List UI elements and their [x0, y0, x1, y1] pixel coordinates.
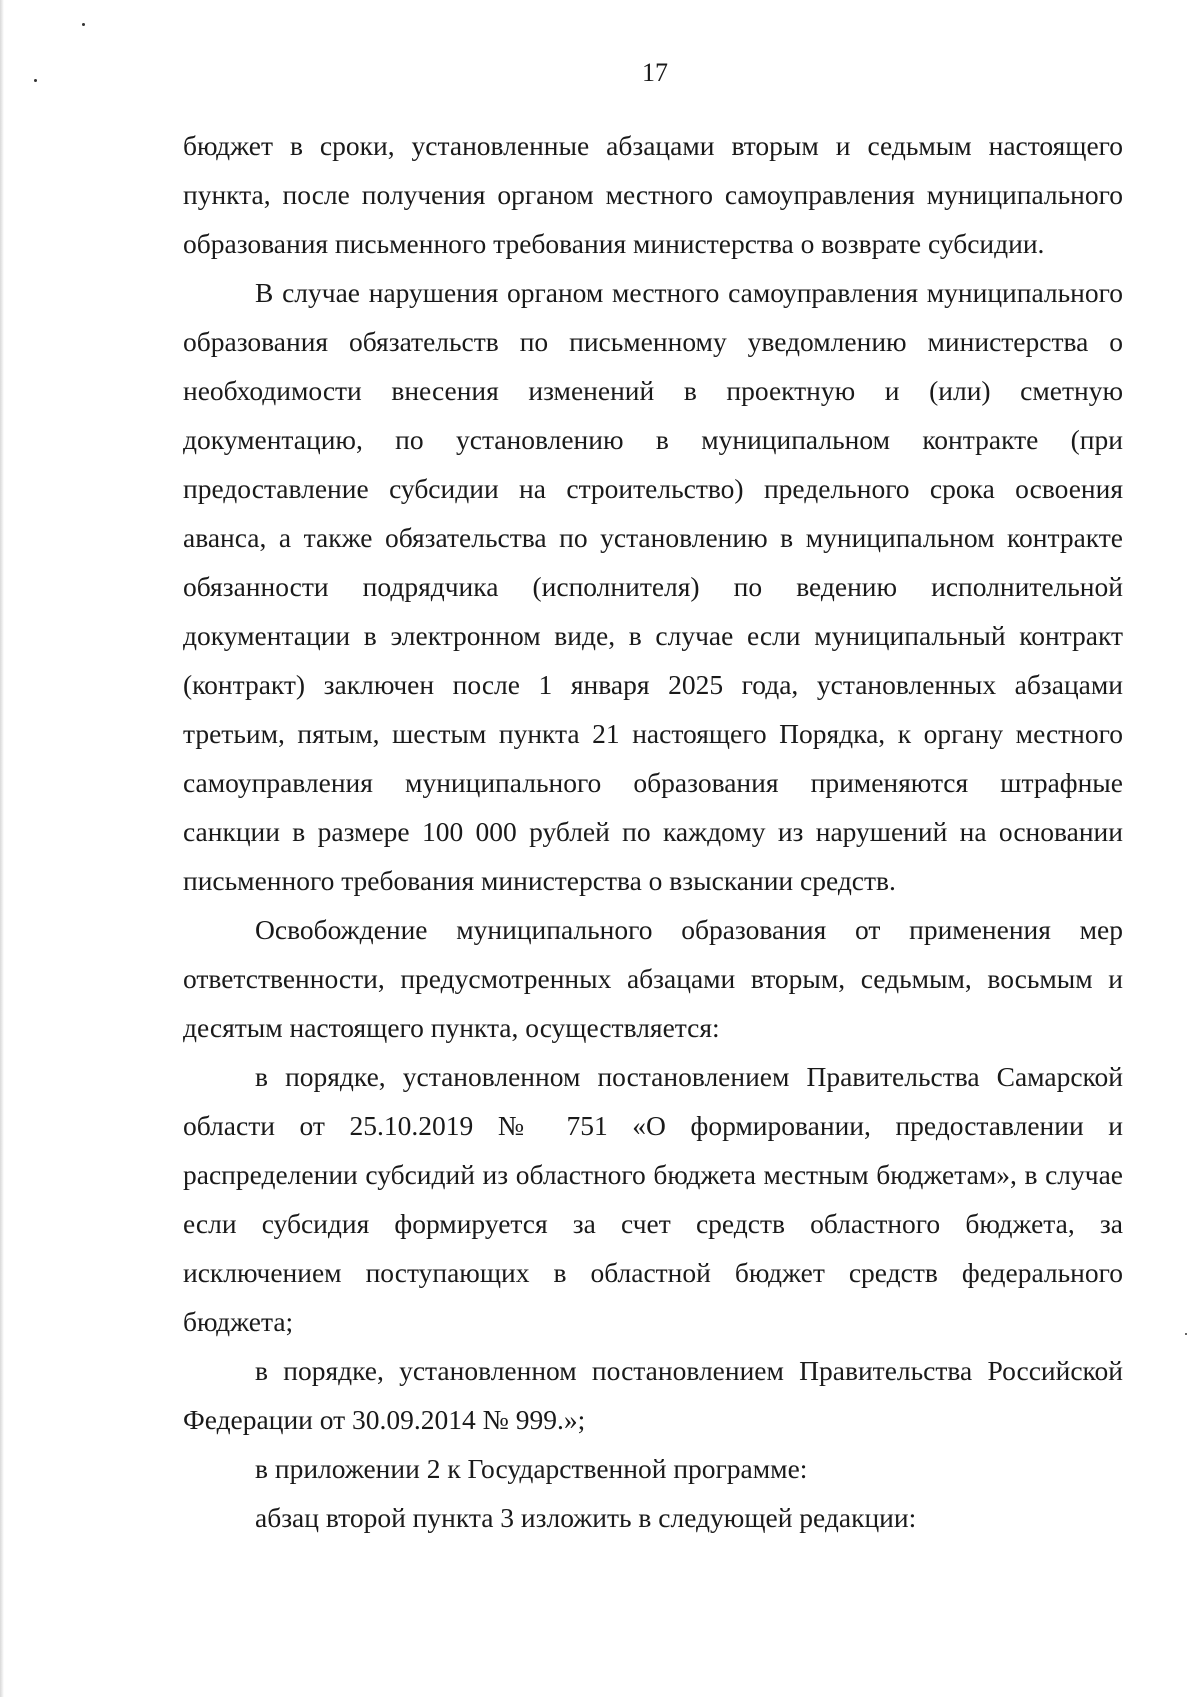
scan-edge	[0, 0, 4, 1697]
paragraph-amendment: абзац второй пункта 3 изложить в следующей редакции:	[255, 1502, 917, 1533]
paragraph-continuation: бюджет в сроки, установленные абзацами вторым и седьмым настоящего пункта, после получения органом местного самоуправления муниципального образования письменного требования министерства о возврате субсидии.	[183, 130, 1123, 259]
paragraph-penalties: В случае нарушения органом местного самоуправления муниципального образования обязательств по письменному уведомлению министерства о необходимости внесения изменений в проектную и (или) сметную документацию, по установлению в муниципальном контракте (при предоставление субсидии на строительство) предельного срока освоения аванса, а также обязательства по установлению в муниципальном контракте обязанности подрядчика (исполнителя) по ведению исполнительной документации в электронном виде, в случае если муниципальный контракт (контракт) заключен после 1 января 2025 года, установленных абзацами третьим, пятым, шестым пункта 21 настоящего Порядка, к органу местного самоуправления муниципального образования применяются штрафные санкции в размере 100 000 рублей по каждому из нарушений на основании письменного требования министерства о взыскании средств.	[183, 277, 1123, 896]
page-number: 17	[642, 58, 668, 87]
paragraph-appendix-2: в приложении 2 к Государственной программе:	[255, 1453, 808, 1484]
paragraph-federal-procedure: в порядке, установленном постановлением Правительства Российской Федерации от 30.09.2014 № 999.»;	[183, 1355, 1123, 1435]
document-body	[183, 121, 1123, 1542]
scan-speck	[1185, 1333, 1187, 1335]
paragraph-exemption: Освобождение муниципального образования от применения мер ответственности, предусмотренных абзацами вторым, седьмым, восьмым и десятым настоящего пункта, осуществляется:	[183, 914, 1123, 1043]
scan-speck	[82, 23, 85, 26]
paragraph-samara-procedure: в порядке, установленном постановлением Правительства Самарской области от 25.10.2019 № 751 «О формировании, предоставлении и распределении субсидий из областного бюджета местным бюджетам», в случае если субсидия формируется за счет средств областного бюджета, за исключением поступающих в областной бюджет средств федерального бюджета;	[183, 1061, 1123, 1337]
